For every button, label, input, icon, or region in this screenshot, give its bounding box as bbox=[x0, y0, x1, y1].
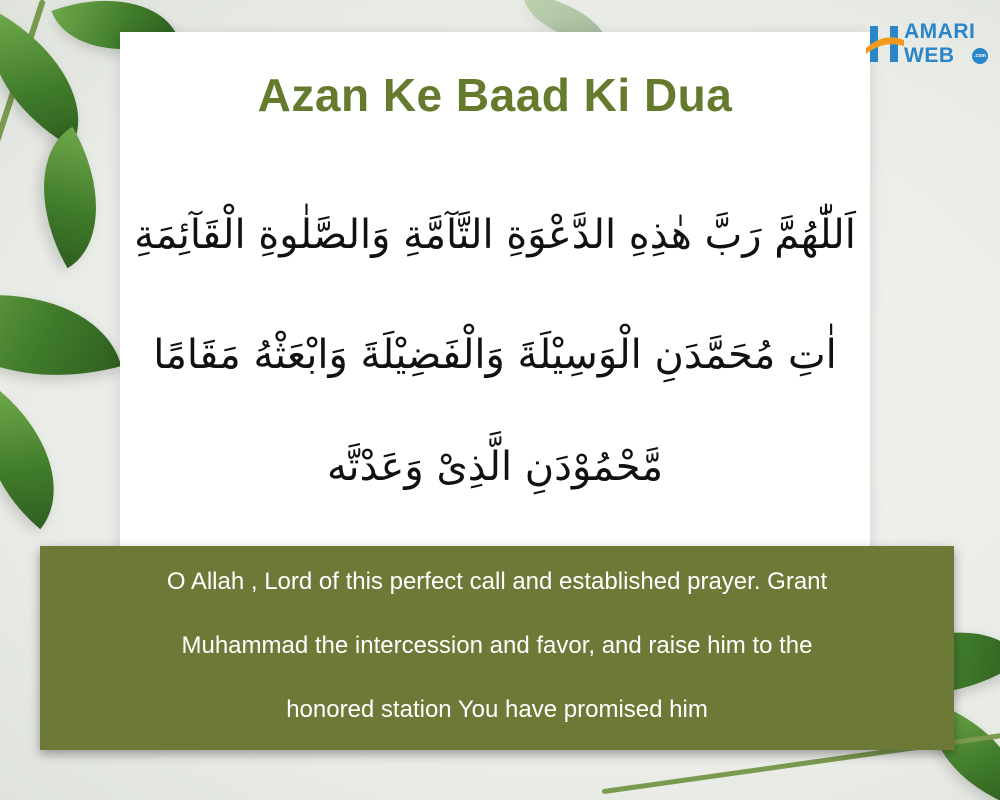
arabic-dua-line-3: مَّحْمُوْدَنِ الَّذِىْ وَعَدْتَّه bbox=[326, 444, 663, 490]
leaf-icon bbox=[0, 260, 121, 410]
translation-line-2: Muhammad the intercession and favor, and raise him to the bbox=[181, 632, 813, 659]
leaf-icon bbox=[8, 127, 133, 268]
arabic-dua-line-1: اَللّٰهُمَّ رَبَّ هٰذِهِ الدَّعْوَةِ التَّآمَّةِ وَالصَّلٰوةِ الْقَآئِمَةِ bbox=[134, 212, 856, 258]
arabic-dua-line-2: اٰتِ مُحَمَّدَنِ الْوَسِيْلَةَ وَالْفَضِيْلَةَ وَابْعَثْهُ مَقَامًا bbox=[153, 332, 837, 378]
leaf-icon bbox=[0, 391, 92, 529]
logo-com-badge: .com bbox=[972, 48, 988, 64]
logo-text-line1: AMARI bbox=[904, 20, 976, 43]
h-letter-icon bbox=[866, 22, 904, 64]
translation-line-3: honored station You have promised him bbox=[286, 696, 708, 723]
hamariweb-logo[interactable] bbox=[866, 18, 991, 68]
logo-text-line2: WEB bbox=[904, 44, 955, 67]
page-title: Azan Ke Baad Ki Dua bbox=[257, 69, 733, 121]
translation-line-1: O Allah , Lord of this perfect call and established prayer. Grant bbox=[166, 568, 828, 595]
